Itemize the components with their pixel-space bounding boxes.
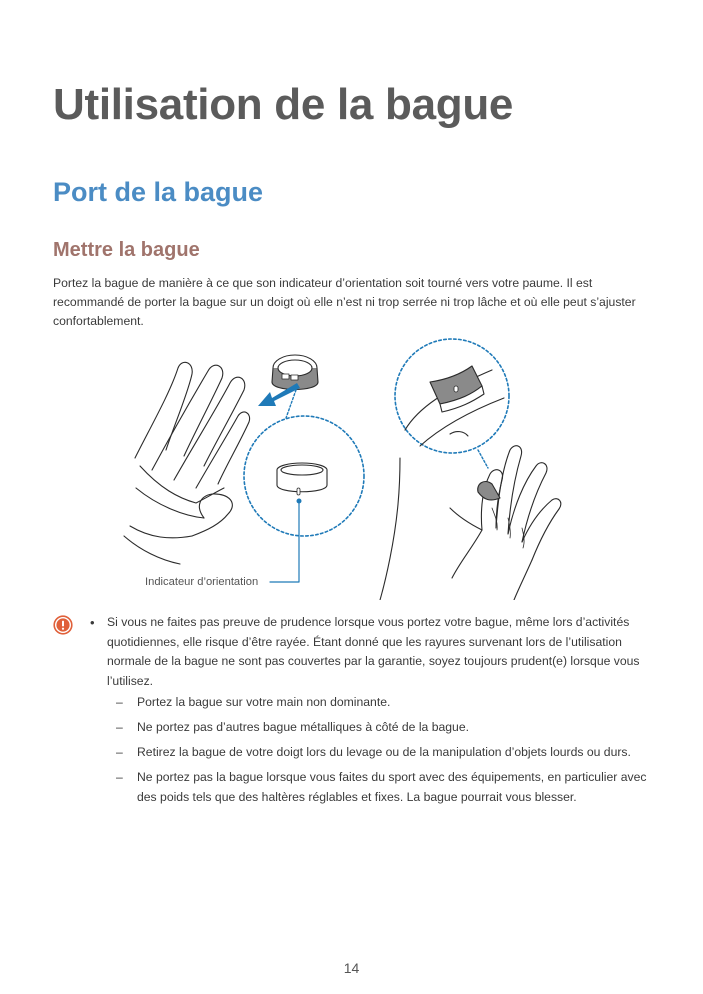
right-hand-drawing: [380, 446, 561, 600]
subsection-heading: Mettre la bague: [53, 239, 200, 261]
ring-wearing-illustration: [100, 338, 600, 600]
dash-marker: –: [116, 745, 123, 759]
caution-item-text: Ne portez pas la bague lorsque vous faites du sport avec des équipements, en particulier avec des poids tels que des haltères réglables et fixes. La bague pourrait vous blesser.: [137, 770, 647, 804]
intro-paragraph: Portez la bague de manière à ce que son indicateur d’orientation soit tourné vers votre paume. Il est recommandé de porter la bague sur un doigt où elle n’est ni trop serrée ni trop lâche et où elle peut s’ajuster confortablement.: [53, 276, 636, 328]
page-number: 14: [343, 960, 360, 976]
caution-item-text: Portez la bague sur votre main non dominante.: [137, 695, 391, 709]
dash-marker: –: [116, 720, 123, 734]
dash-marker: –: [116, 770, 123, 784]
dash-marker: –: [116, 695, 123, 709]
page-title: Utilisation de la bague: [53, 80, 514, 129]
caution-item-text: Retirez la bague de votre doigt lors du levage ou de la manipulation d’objets lourds ou durs.: [137, 745, 631, 759]
finger-ring-closeup-circle: [395, 339, 509, 453]
caution-item-text: Ne portez pas d’autres bague métalliques à côté de la bague.: [137, 720, 469, 734]
caution-text: Si vous ne faites pas preuve de prudence lorsque vous portez votre bague, même lors d’activités quotidiennes, elle risque d’être rayée. Étant donné que les rayures survenant lors de l’utilisation normale de la bague ne sont pas couvertes par la garantie, soyez toujours prudent(e) lorsque vous l’utilisez.: [107, 615, 640, 688]
section-heading: Port de la bague: [53, 177, 264, 207]
caution-icon: [53, 615, 73, 635]
ring-closeup-circle: [244, 390, 364, 536]
orientation-indicator-label: Indicateur d’orientation: [145, 576, 259, 588]
bullet-marker: •: [90, 615, 95, 630]
left-hand-drawing: [124, 362, 250, 564]
